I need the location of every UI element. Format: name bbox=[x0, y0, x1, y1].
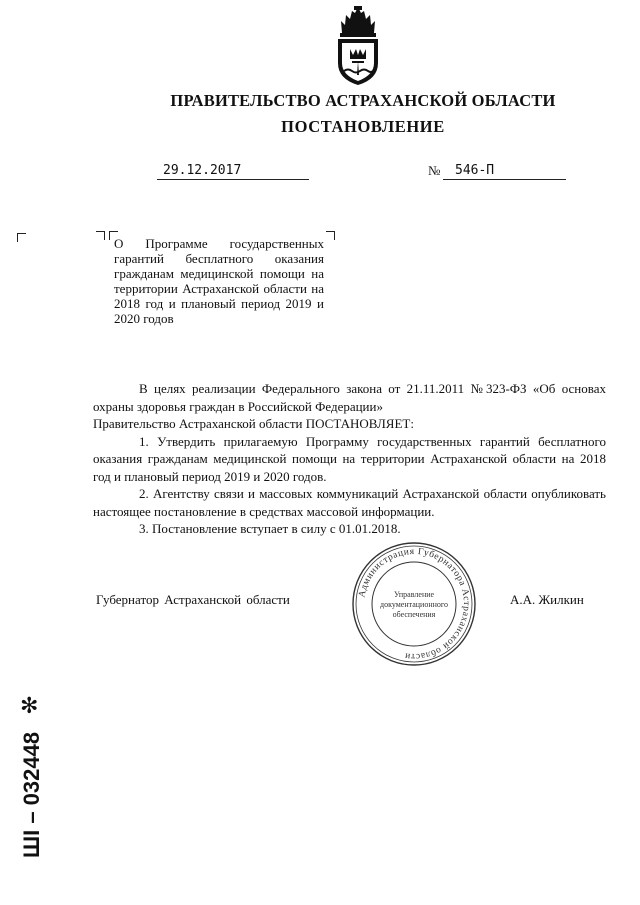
number-label: № bbox=[428, 163, 441, 178]
decree-item: 3. Постановление вступает в силу с 01.01.2018. bbox=[139, 521, 401, 536]
registration-text: ШI – 032448 bbox=[19, 731, 44, 858]
stamp-center-line: обеспечения bbox=[392, 610, 436, 619]
decree-line: Правительство Астраханской области ПОСТАНОВЛЯЕТ: bbox=[93, 416, 414, 431]
document-body bbox=[93, 380, 606, 538]
document-subject: О Программе государственных гарантий бесплатного оказания гражданам медицинской помощи на территории Астраханской области на 2018 год и плановый период 2019 и 2020 годов bbox=[114, 236, 324, 326]
decree-item: 2. Агентству связи и массовых коммуникаций Астраханской области опубликовать настоящее постановление в средствах массовой информации. bbox=[93, 486, 606, 519]
signatory-position: Губернатор Астраханской области bbox=[96, 592, 290, 607]
document-date: 29.12.2017 bbox=[157, 163, 309, 180]
official-stamp bbox=[350, 540, 478, 668]
decree-item: 1. Утвердить прилагаемую Программу государственных гарантий бесплатного оказания гражданам медицинской помощи на территории Астраханской области на 2018 год и плановый период 2019 и 2020 годов. bbox=[93, 433, 606, 484]
stamp-center-line: Управление bbox=[393, 590, 435, 599]
subject-corner-mark bbox=[326, 231, 335, 240]
stamp-center-line: документационного bbox=[380, 600, 448, 609]
subject-corner-mark bbox=[96, 231, 105, 240]
asterisk-mark: ✻ bbox=[20, 694, 39, 719]
margin-corner-mark bbox=[17, 233, 26, 242]
signatory-name: А.А. Жилкин bbox=[510, 592, 584, 607]
registration-number bbox=[3, 710, 59, 860]
document-type: ПОСТАНОВЛЕНИЕ bbox=[281, 117, 445, 136]
coat-of-arms-icon bbox=[328, 5, 388, 87]
stamp-outer-text: Администрация Губернатора Астраханской области bbox=[357, 546, 472, 662]
preamble: В целях реализации Федерального закона от 21.11.2011 №323-ФЗ «Об основах охраны здоровья граждан в Российской Федерации» bbox=[93, 381, 606, 414]
government-title: ПРАВИТЕЛЬСТВО АСТРАХАНСКОЙ ОБЛАСТИ bbox=[170, 91, 556, 110]
document-number: 546-П bbox=[443, 163, 566, 180]
